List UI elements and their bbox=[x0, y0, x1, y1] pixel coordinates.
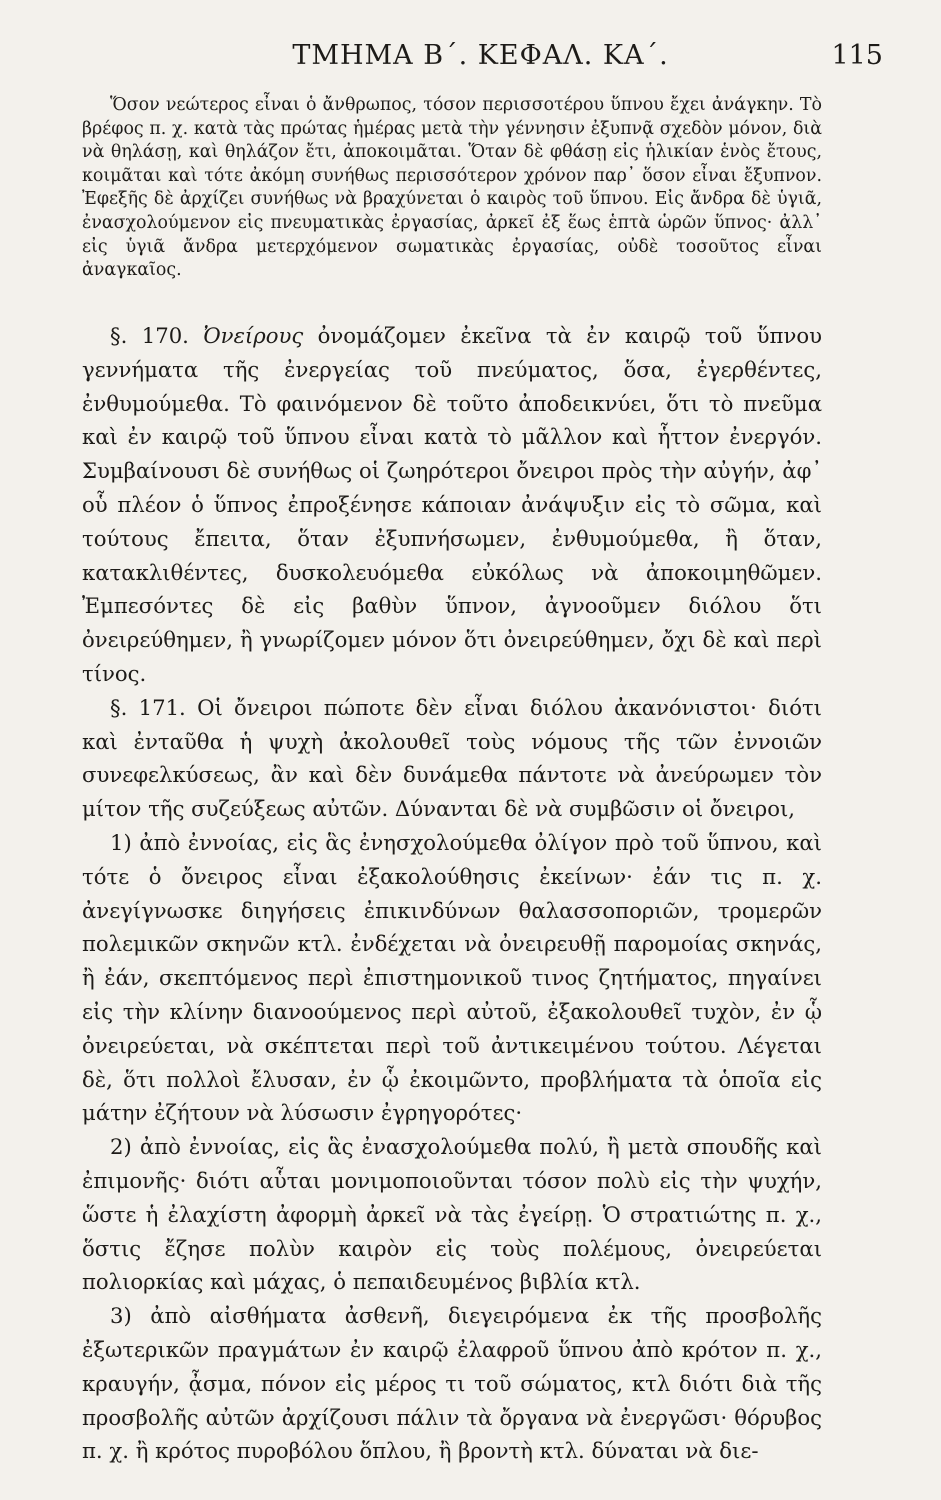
running-head: ΤΜΗΜΑ Β΄. ΚΕΦΑΛ. ΚΑ΄. bbox=[292, 40, 669, 71]
section-text: Οἱ ὄνειροι πώποτε δὲν εἶναι διόλου ἀκανόνιστοι· διότι καὶ ἐνταῦθα ἡ ψυχὴ ἀκολουθεῖ τοὺς νόμους τῆς τῶν ἐννοιῶν συνεφελκύσεως, ἂν καὶ δὲν δυνάμεθα πάντοτε νὰ ἀνεύρωμεν τὸν μίτον τῆς συζεύξεως αὐτῶν. Δύνανται δὲ νὰ συμβῶσιν οἱ ὄνειροι, bbox=[82, 694, 822, 822]
page-number: 115 bbox=[831, 40, 883, 71]
list-item-2: 2) ἀπὸ ἐννοίας, εἰς ἃς ἐνασχολούμεθα πολύ, ἢ μετὰ σπουδῆς καὶ ἐπιμονῆς· διότι αὗται μονιμοποιοῦνται τόσον πολὺ εἰς τὴν ψυχήν, ὥστε ἡ ἐλαχίστη ἀφορμὴ ἀρκεῖ νὰ τὰς ἐγείρῃ. Ὁ στρατιώτης π. χ., ὅστις ἔζησε πολὺν καιρὸν εἰς τοὺς πολέμους, ὀνειρεύεται πολιορκίας καὶ μάχας, ὁ πεπαιδευμένος βιβλία κτλ. bbox=[82, 1134, 822, 1295]
section-170 bbox=[82, 319, 822, 691]
footnote-paragraph bbox=[82, 94, 822, 283]
page-header bbox=[0, 36, 941, 76]
list-item-3: 3) ἀπὸ αἰσθήματα ἀσθενῆ, διεγειρόμενα ἐκ τῆς προσβολῆς ἐξωτερικῶν πραγμάτων ἐν καιρῷ ἐλαφροῦ ὕπνου ἀπὸ κρότον π. χ., κραυγήν, ᾆσμα, πόνον εἰς μέρος τι τοῦ σώματος, κτλ διότι διὰ τῆς προσβολῆς αὐτῶν ἀρχίζουσι πάλιν τὰ ὄργανα νὰ ἐνεργῶσι· θόρυβος π. χ. ἢ κρότος πυροβόλου ὅπλου, ἢ βροντὴ κτλ. δύναται νὰ διε- bbox=[82, 1303, 822, 1464]
section-text: ὀνομάζομεν ἐκεῖνα τὰ ἐν καιρῷ τοῦ ὕπνου γεννήματα τῆς ἐνεργείας τοῦ πνεύματος, ὅσα, ἐγερθέντες, ἐνθυμούμεθα. Τὸ φαινόμενον δὲ τοῦτο ἀποδεικνύει, ὅτι τὸ πνεῦμα καὶ ἐν καιρῷ τοῦ ὕπνου εἶναι κατὰ τὸ μᾶλλον καὶ ἧττον ἐνεργόν. Συμβαίνουσι δὲ συνήθως οἱ ζωηρότεροι ὄνειροι πρὸς τὴν αὐγήν, ἀφ᾽ οὗ πλέον ὁ ὕπνος ἐπροξένησε κάποιαν ἀνάψυξιν εἰς τὸ σῶμα, καὶ τούτους ἔπειτα, ὅταν ἐξυπνήσωμεν, ἐνθυμούμεθα, ἢ ὅταν, κατακλιθέντες, δυσκολευόμεθα εὐκόλως νὰ ἀποκοιμηθῶμεν. Ἐμπεσόντες δὲ εἰς βαθὺν ὕπνον, ἀγνοοῦμεν διόλου ὅτι ὀνειρεύθημεν, ἢ γνωρίζομεν μόνον ὅτι ὀνειρεύθημεν, ὄχι δὲ καὶ περὶ τίνος. bbox=[82, 323, 822, 686]
section-term: Ὀνείρους bbox=[203, 323, 304, 348]
footnote-text: Ὅσον νεώτερος εἶναι ὁ ἄνθρωπος, τόσον περισσοτέρου ὕπνου ἔχει ἀνάγκην. Τὸ βρέφος π. χ. κατὰ τὰς πρώτας ἡμέρας μετὰ τὴν γέννησιν ἐξυπνᾷ σχεδὸν μόνον, διὰ νὰ θηλάσῃ, καὶ θηλάζον ἔτι, ἀποκοιμᾶται. Ὅταν δὲ φθάσῃ εἰς ἡλικίαν ἑνὸς ἔτους, κοιμᾶται καὶ τότε ἀκόμη συνήθως περισσότερον χρόνον παρ᾽ ὅσον εἶναι ἔξυπνον. Ἐφεξῆς δὲ ἀρχίζει συνήθως νὰ βραχύνεται ὁ καιρὸς τοῦ ὕπνου. Εἰς ἄνδρα δὲ ὑγιᾶ, ἐνασχολούμενον εἰς πνευματικὰς ἐργασίας, ἀρκεῖ ἐξ ἕως ἑπτὰ ὡρῶν ὕπνος· ἀλλ᾽ εἰς ὑγιᾶ ἄνδρα μετερχόμενον σωματικὰς ἐργασίας, οὐδὲ τοσοῦτος εἶναι ἀναγκαῖος. bbox=[82, 95, 822, 281]
section-number: §. 170. bbox=[110, 323, 189, 348]
section-171 bbox=[82, 691, 822, 826]
main-text bbox=[82, 319, 822, 1468]
section-number: §. 171. bbox=[110, 694, 186, 720]
list-item-1: 1) ἀπὸ ἐννοίας, εἰς ἃς ἐνησχολούμεθα ὀλίγον πρὸ τοῦ ὕπνου, καὶ τότε ὁ ὄνειρος εἶναι ἐξακολούθησις ἐκείνων· ἐάν τις π. χ. ἀνεγίγνωσκε διηγήσεις ἐπικινδύνων θαλασσοποριῶν, τρομερῶν πολεμικῶν σκηνῶν κτλ. ἐνδέχεται νὰ ὀνειρευθῇ παρομοίας σκηνάς, ἢ ἐάν, σκεπτόμενος περὶ ἐπιστημονικοῦ τινος ζητήματος, πηγαίνει εἰς τὴν κλίνην διανοούμενος περὶ αὐτοῦ, ἐξακολουθεῖ τυχὸν, ἐν ᾧ ὀνειρεύεται, νὰ σκέπτεται περὶ τοῦ ἀντικειμένου τούτου. Λέγεται δὲ, ὅτι πολλοὶ ἔλυσαν, ἐν ᾧ ἐκοιμῶντο, προβλήματα τὰ ὁποῖα εἰς μάτην ἐζήτουν νὰ λύσωσιν ἐγρηγορότες· bbox=[82, 829, 822, 1126]
